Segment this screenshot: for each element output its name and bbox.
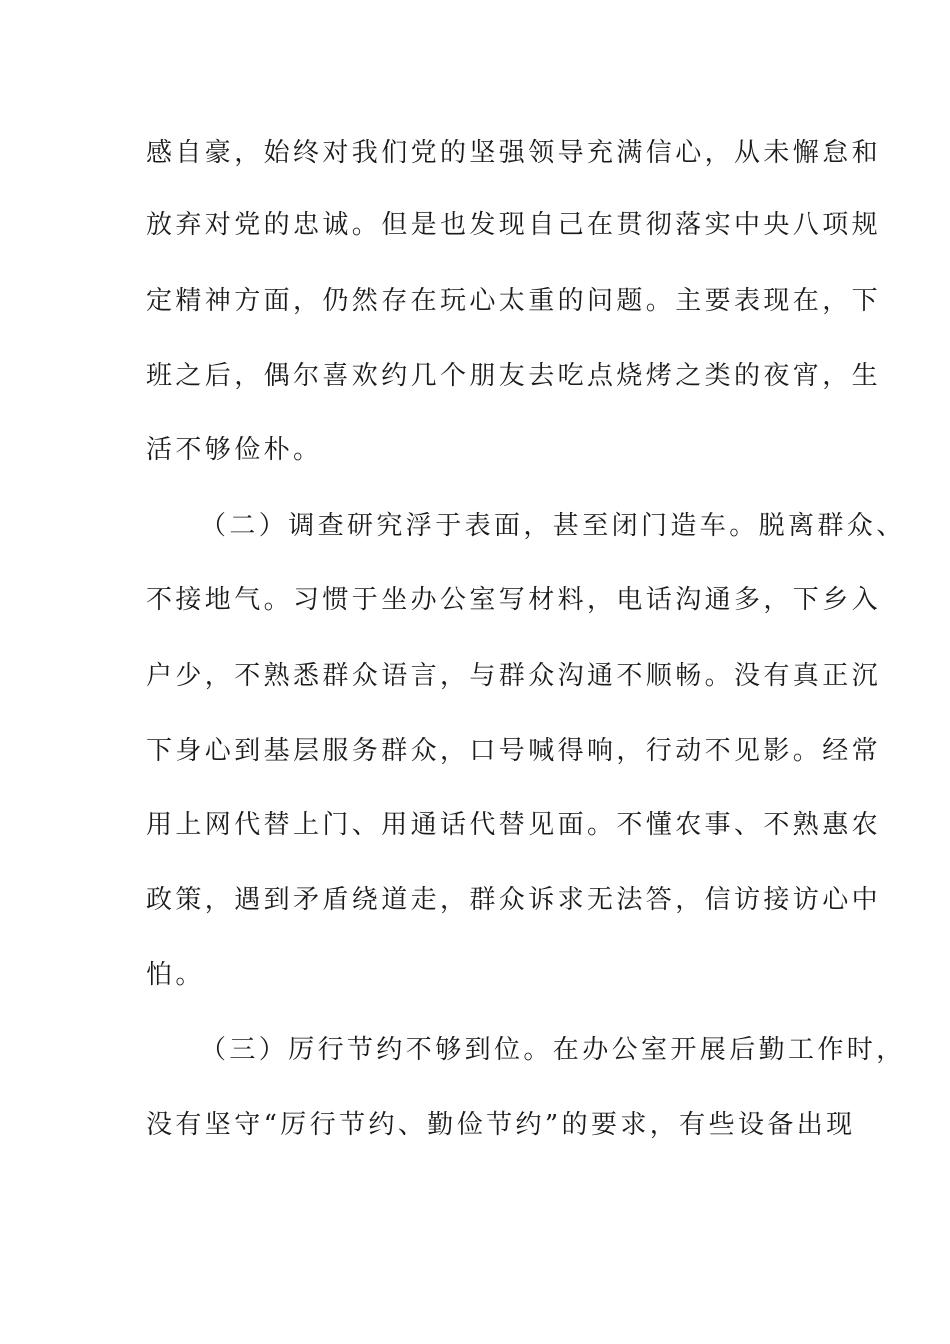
- text-line: 没有坚守“厉行节约、勤俭节约”的要求，有些设备出现: [146, 1110, 856, 1140]
- text-line: 下身心到基层服务群众，口号喊得响，行动不见影。经常: [146, 736, 882, 766]
- text-line: 活不够俭朴。: [146, 435, 323, 465]
- text-line: 用上网代替上门、用通话代替见面。不懂农事、不熟惠农: [146, 810, 882, 840]
- text-line: 户少，不熟悉群众语言，与群众沟通不顺畅。没有真正沉: [146, 661, 882, 691]
- text-line: 放弃对党的忠诚。但是也发现自己在贯彻落实中央八项规: [146, 210, 882, 240]
- text-line: 怕。: [146, 960, 205, 990]
- section-heading-2: （二）调查研究浮于表面，甚至闭门造车。脱离群众、: [200, 511, 906, 541]
- text-line: 不接地气。习惯于坐办公室写材料，电话沟通多，下乡入: [146, 585, 882, 615]
- text-line: 感自豪，始终对我们党的坚强领导充满信心，从未懈怠和: [146, 138, 882, 168]
- text-line: 定精神方面，仍然存在玩心太重的问题。主要表现在，下: [146, 286, 882, 316]
- text-line: 政策，遇到矛盾绕道走，群众诉求无法答，信访接访心中: [146, 885, 882, 915]
- text-line: 班之后，偶尔喜欢约几个朋友去吃点烧烤之类的夜宵，生: [146, 361, 882, 391]
- section-heading-3: （三）厉行节约不够到位。在办公室开展后勤工作时，: [200, 1035, 906, 1065]
